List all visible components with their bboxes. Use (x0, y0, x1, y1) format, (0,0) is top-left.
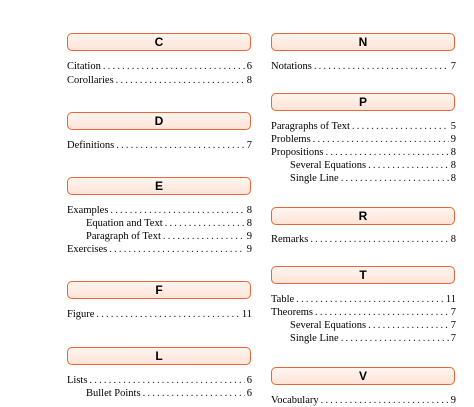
entry-term: Single Line (290, 333, 339, 344)
entry-page-number: 6 (246, 375, 252, 386)
index-subentry (290, 172, 456, 185)
entry-term: Citation (67, 61, 101, 72)
dot-leader (341, 332, 449, 345)
index-entry (271, 120, 456, 133)
entry-page-number: 8 (450, 173, 456, 184)
dot-leader (341, 172, 449, 185)
entry-term: Exercises (67, 244, 108, 255)
entry-page-number: 8 (246, 205, 252, 216)
entry-term: Figure (67, 309, 95, 320)
index-subentry (86, 217, 252, 230)
entry-page-number: 7 (450, 61, 456, 72)
index-subentry (290, 332, 456, 345)
dot-leader (326, 146, 449, 159)
entry-page-number: 11 (445, 294, 456, 305)
section-header-f: F (67, 281, 251, 299)
entry-page-number: 5 (450, 121, 456, 132)
dot-leader (163, 230, 245, 243)
section-header-v: V (271, 367, 455, 385)
dot-leader (116, 74, 245, 87)
entry-term: Several Equations (290, 320, 367, 331)
index-entry (67, 308, 252, 321)
dot-leader (110, 204, 244, 217)
entry-term: Bullet Points (86, 388, 141, 399)
index-entry (271, 306, 456, 319)
entry-term: Examples (67, 205, 109, 216)
dot-leader (313, 133, 449, 146)
entry-term: Several Equations (290, 160, 367, 171)
entry-page-number: 7 (450, 333, 456, 344)
entry-page-number: 8 (246, 218, 252, 229)
dot-leader (165, 217, 245, 230)
entry-page-number: 9 (246, 231, 252, 242)
entry-page-number: 7 (246, 140, 252, 151)
dot-leader (368, 319, 449, 332)
dot-leader (89, 374, 244, 387)
section-header-r: R (271, 207, 455, 225)
section-header-n: N (271, 33, 455, 51)
index-entry (271, 293, 456, 306)
entry-term: Problems (271, 134, 311, 145)
dot-leader (310, 233, 448, 246)
section-header-t: T (271, 266, 455, 284)
index-entry (67, 243, 252, 256)
index-entry (67, 139, 252, 152)
index-entry (67, 374, 252, 387)
index-entry (67, 60, 252, 73)
entry-page-number: 8 (450, 147, 456, 158)
index-subentry (290, 319, 456, 332)
entry-page-number: 9 (450, 134, 456, 145)
entry-page-number: 8 (246, 75, 252, 86)
section-header-c: C (67, 33, 251, 51)
entry-term: Table (271, 294, 295, 305)
section-header-l: L (67, 347, 251, 365)
entry-term: Theorems (271, 307, 313, 318)
dot-leader (314, 60, 449, 73)
dot-leader (296, 293, 444, 306)
entry-term: Corollaries (67, 75, 114, 86)
entry-term: Definitions (67, 140, 115, 151)
entry-page-number: 6 (246, 388, 252, 399)
entry-term: Notations (271, 61, 312, 72)
section-header-p: P (271, 93, 455, 111)
index-entry (67, 74, 252, 87)
entry-term: Paragraph of Text (86, 231, 161, 242)
entry-page-number: 7 (450, 307, 456, 318)
dot-leader (109, 243, 245, 256)
index-entry (271, 60, 456, 73)
dot-leader (352, 120, 449, 133)
entry-page-number: 8 (450, 234, 456, 245)
entry-term: Paragraphs of Text (271, 121, 350, 132)
entry-term: Propositions (271, 147, 324, 158)
index-subentry (86, 387, 252, 400)
dot-leader (143, 387, 245, 400)
index-entry (271, 233, 456, 246)
index-entry (271, 394, 456, 407)
entry-term: Remarks (271, 234, 309, 245)
index-entry (67, 204, 252, 217)
index-subentry (290, 159, 456, 172)
entry-term: Equation and Text (86, 218, 163, 229)
entry-page-number: 11 (241, 309, 252, 320)
index-entry (271, 133, 456, 146)
index-entry (271, 146, 456, 159)
entry-page-number: 9 (450, 395, 456, 406)
entry-page-number: 6 (246, 61, 252, 72)
section-header-d: D (67, 112, 251, 130)
index-subentry (86, 230, 252, 243)
dot-leader (368, 159, 449, 172)
entry-page-number: 8 (450, 160, 456, 171)
entry-page-number: 7 (450, 320, 456, 331)
section-header-e: E (67, 177, 251, 195)
entry-term: Single Line (290, 173, 339, 184)
entry-term: Lists (67, 375, 88, 386)
dot-leader (116, 139, 245, 152)
dot-leader (321, 394, 449, 407)
entry-term: Vocabulary (271, 395, 319, 406)
dot-leader (96, 308, 239, 321)
entry-page-number: 9 (246, 244, 252, 255)
dot-leader (103, 60, 245, 73)
dot-leader (315, 306, 449, 319)
